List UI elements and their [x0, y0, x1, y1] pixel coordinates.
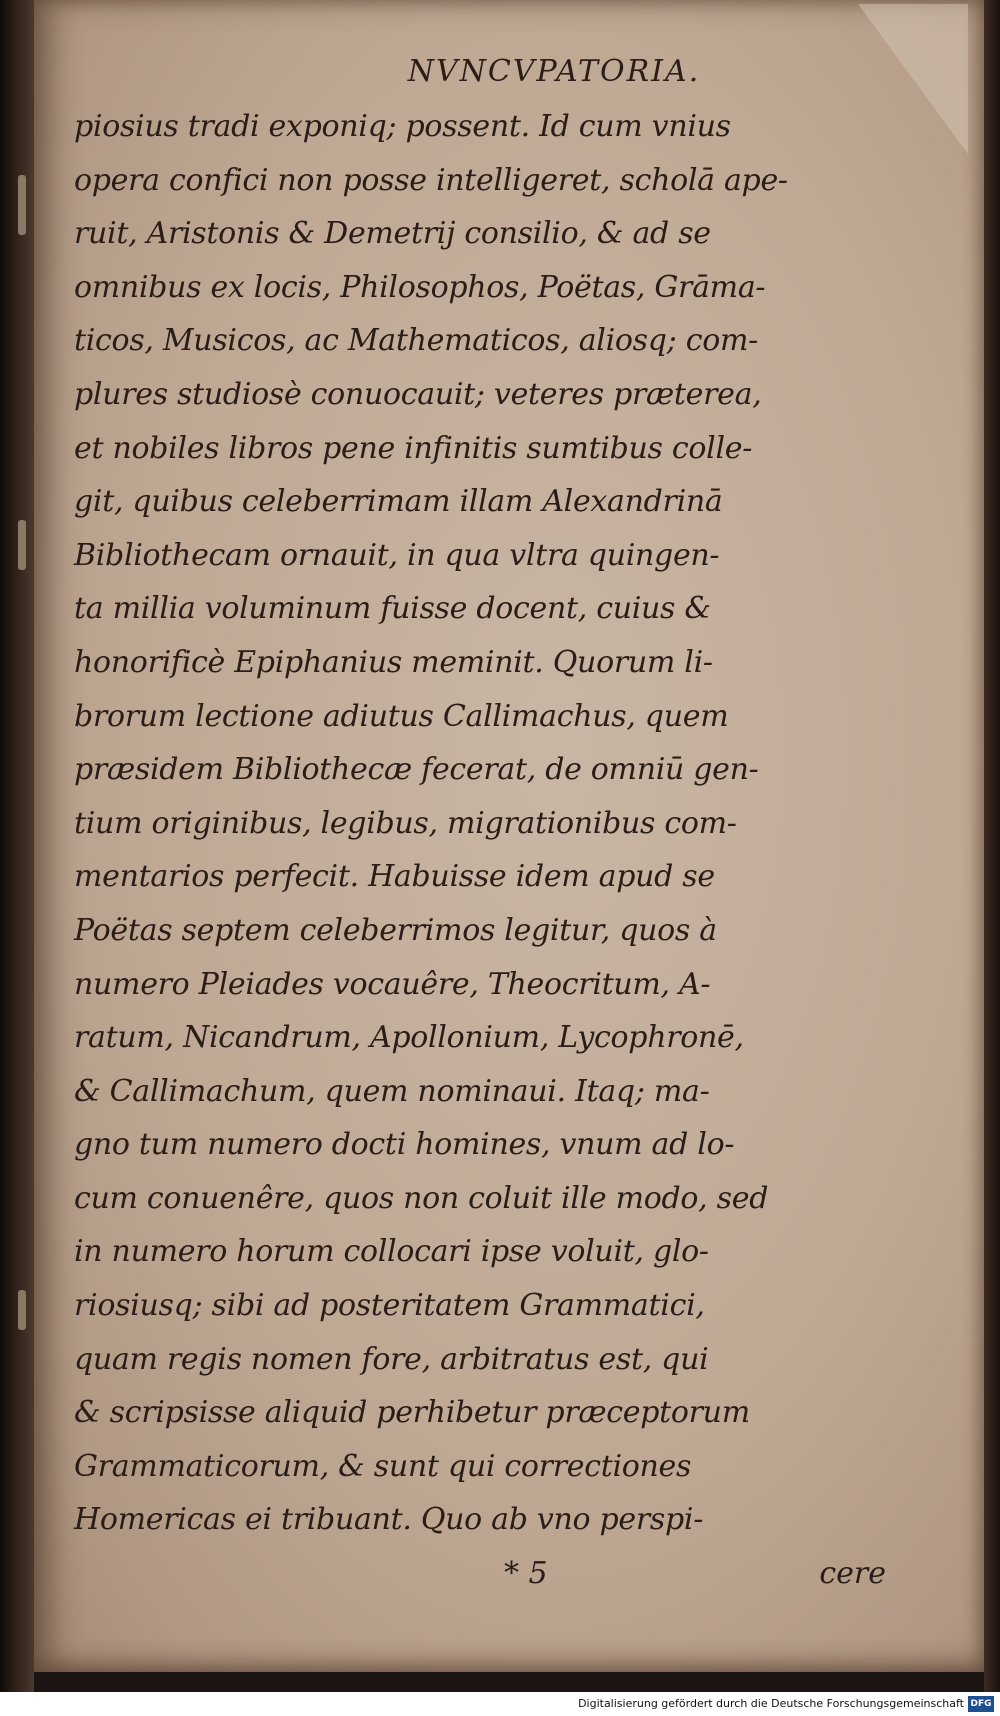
text-line: & scripsisse aliquid perhibetur præceptorum [74, 1395, 750, 1431]
catchword: cere [819, 1556, 886, 1592]
dfg-logo: DFG [968, 1696, 994, 1712]
text-line: ta millia voluminum fuisse docent, cuius & [74, 591, 711, 627]
text-line: plures studiosè conuocauit; veteres præterea, [74, 376, 762, 412]
binding-thread [18, 1290, 26, 1330]
text-line: numero Pleiades vocauêre, Theocritum, A- [74, 966, 711, 1002]
text-line: honorificè Epiphanius meminit. Quorum li- [74, 644, 713, 680]
text-block [74, 50, 904, 1601]
text-line: ruit, Aristonis & Demetrij consilio, & ad se [74, 216, 711, 252]
body-text [74, 100, 904, 1547]
text-line: Grammaticorum, & sunt qui correctiones [74, 1448, 692, 1484]
page-footer [74, 1547, 904, 1601]
text-line: git, quibus celeberrimam illam Alexandrinā [74, 484, 723, 520]
text-line: gno tum numero docti homines, vnum ad lo- [74, 1127, 735, 1163]
book-binding [0, 0, 34, 1716]
funding-credit: Digitalisierung gefördert durch die Deutsche Forschungsgemeinschaft [578, 1697, 964, 1710]
text-line: omnibus ex locis, Philosophos, Poëtas, Grāma- [74, 269, 766, 305]
text-line: Homericas ei tribuant. Quo ab vno perspi- [74, 1502, 704, 1538]
running-head: NVNCVPATORIA. [407, 54, 701, 89]
text-line: & Callimachum, quem nominaui. Itaq; ma- [74, 1073, 710, 1109]
text-line: præsidem Bibliothecæ fecerat, de omniū gen- [74, 752, 759, 788]
text-line: cum conuenêre, quos non coluit ille modo, sed [74, 1180, 769, 1216]
signature-mark: * 5 [504, 1556, 548, 1592]
text-line: mentarios perfecit. Habuisse idem apud se [74, 859, 715, 895]
page-edge-shadow [984, 0, 1000, 1716]
binding-thread [18, 520, 26, 570]
credit-bar [0, 1692, 1000, 1716]
binding-thread [18, 175, 26, 235]
text-line: quam regis nomen fore, arbitratus est, qui [74, 1341, 709, 1377]
text-line: et nobiles libros pene infinitis sumtibus colle- [74, 430, 753, 466]
text-line: ticos, Musicos, ac Mathematicos, aliosq; com- [74, 323, 758, 359]
text-line: ratum, Nicandrum, Apollonium, Lycophronē, [74, 1020, 744, 1056]
text-line: Poëtas septem celeberrimos legitur, quos à [74, 912, 717, 948]
text-line: in numero horum collocari ipse voluit, glo- [74, 1234, 709, 1270]
text-line: tium originibus, legibus, migrationibus com- [74, 805, 737, 841]
text-line: Bibliothecam ornauit, in qua vltra quingen- [74, 537, 720, 573]
text-line: opera confici non posse intelligeret, scholā ape- [74, 162, 788, 198]
book-page [34, 0, 984, 1672]
text-line: brorum lectione adiutus Callimachus, quem [74, 698, 729, 734]
text-line: riosiusq; sibi ad posteritatem Grammatici, [74, 1288, 705, 1324]
text-line: piosius tradi exponiq; possent. Id cum vnius [74, 109, 731, 144]
